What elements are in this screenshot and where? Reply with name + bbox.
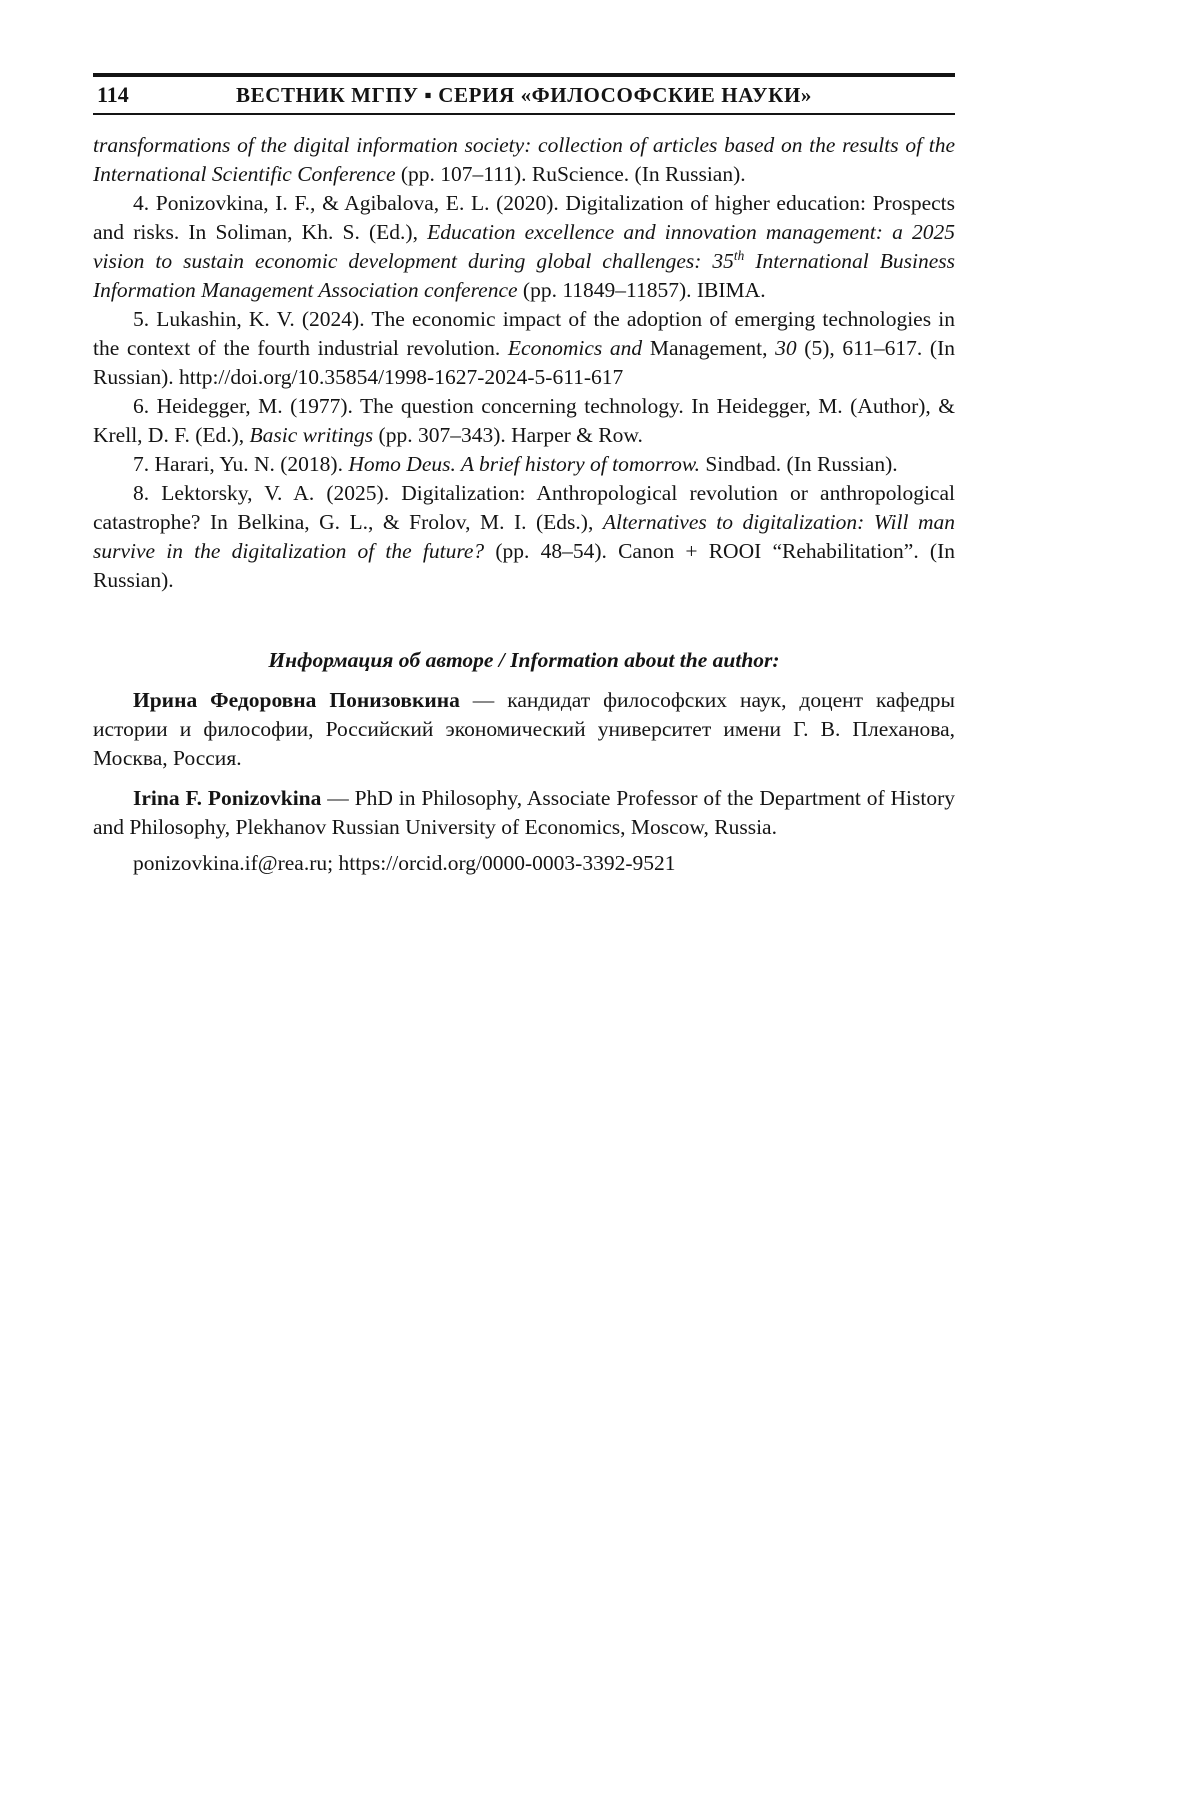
text-run: (5), 611–617. (In Russian). http://doi.org/10.35854/1998-1627-2024-5-611-617 (93, 336, 955, 389)
reference-item-7 (93, 450, 955, 479)
text-run: th (733, 247, 745, 263)
text-run: 5. Lukashin, K. V. (2024). The economic impact of the adoption of emerging technologies in the context of the fourth industrial revolution. (93, 307, 955, 360)
text-run: (pp. 48–54). Canon + ROOI “Rehabilitation”. (In Russian). (93, 539, 955, 592)
reference-continuation (93, 131, 955, 189)
text-run: Basic writings (249, 423, 374, 447)
text-run: — PhD in Philosophy, Associate Professor of the Department of History and Philosophy, Plekhanov Russian University of Economics, Moscow, Russia. (93, 786, 955, 839)
text-run: International Business Information Management Association conference (93, 249, 956, 302)
top-margin (93, 0, 955, 73)
page-number: 114 (97, 82, 129, 107)
author-contact-line: ponizovkina.if@rea.ru; https://orcid.org/0000-0003-3392-9521 (133, 851, 676, 875)
journal-title: ВЕСТНИК МГПУ ▪ СЕРИЯ «ФИЛОСОФСКИЕ НАУКИ» (236, 82, 812, 107)
reference-item-4 (93, 189, 955, 305)
author-info-english (93, 784, 955, 842)
text-run: transformations of the digital information society: collection of articles based on the results of the International Scientific Conference (93, 133, 955, 186)
text-run: 8. Lektorsky, V. A. (2025). Digitalization: Anthropological revolution or anthropological catastrophe? In Belkina, G. L., & Frolov, M. I. (Eds.), (93, 481, 955, 534)
author-info-heading: Информация об авторе / Information about the author: (268, 648, 780, 672)
page-header (93, 77, 955, 113)
text-run: (pp. 11849–11857). IBIMA. (517, 278, 766, 302)
text-run: 30 (775, 336, 797, 360)
text-run: (pp. 307–343). Harper & Row. (373, 423, 643, 447)
text-run: Alternatives to digitalization: Will man survive in the digitalization of the future? (93, 510, 955, 563)
references-list (93, 131, 955, 595)
text-run: 6. Heidegger, M. (1977). The question concerning technology. In Heidegger, M. (Author), & Krell, D. F. (Ed.), (93, 394, 955, 447)
text-run: 7. Harari, Yu. N. (2018). (133, 452, 349, 476)
text-run: Homo Deus. A brief history of tomorrow. (348, 452, 700, 476)
text-run: Sindbad. (In Russian). (699, 452, 898, 476)
reference-item-5 (93, 305, 955, 392)
text-run: — кандидат философских наук, доцент кафедры истории и философии, Российский экономический университет имени Г. В. Плеханова, Москва, Россия. (93, 688, 955, 770)
text-run: Education excellence and innovation management: a 2025 vision to sustain economic development during global challenges: 35 (93, 220, 955, 273)
text-run: 4. Ponizovkina, I. F., & Agibalova, E. L. (2020). Digitalization of higher education: Prospects and risks. In Soliman, Kh. S. (Ed.), (93, 191, 955, 244)
text-run: Irina F. Ponizovkina (133, 786, 322, 810)
text-run: Ирина Федоровна Понизовкина (133, 688, 460, 712)
text-run: (pp. 107–111). RuScience. (In Russian). (395, 162, 746, 186)
author-info-russian (93, 686, 955, 773)
text-run: Management, (649, 336, 776, 360)
reference-item-6 (93, 392, 955, 450)
header-bottom-rule (93, 113, 955, 115)
journal-page-content (93, 0, 955, 878)
reference-item-8 (93, 479, 955, 595)
text-run: Economics and (507, 336, 650, 360)
